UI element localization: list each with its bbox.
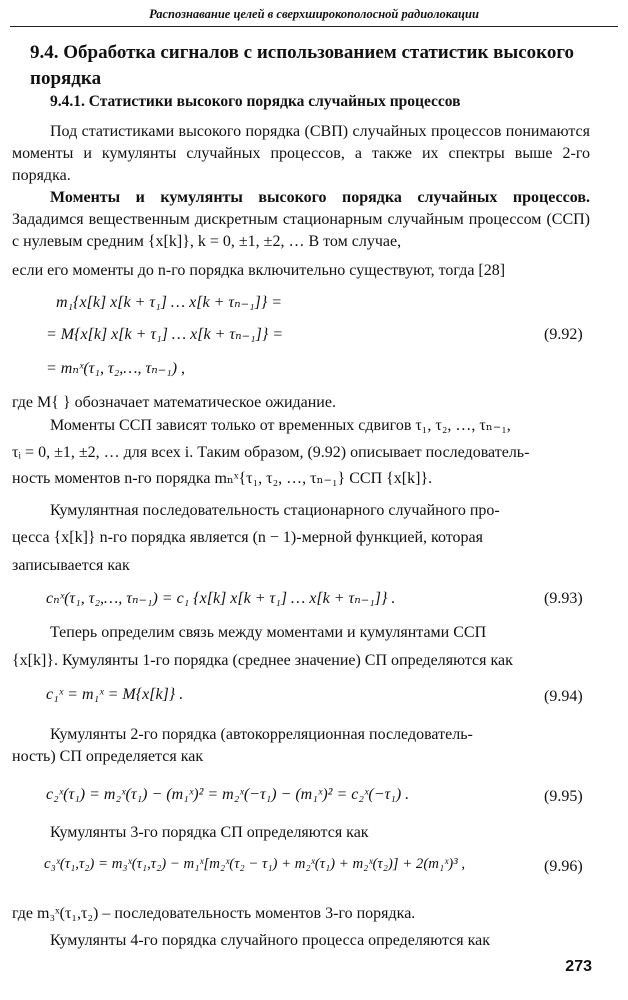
section-title: 9.4. Обработка сигналов с использованием статистик высокого порядка	[30, 42, 575, 89]
equation-body: c₂ˣ(τ₁) = m₂ˣ(τ₁) − (m₁ˣ)² = m₂ˣ(−τ₁) − (m₁ˣ)² = c₂ˣ(−τ₁) .	[46, 786, 410, 803]
equation-body: = M{x[k] x[k + τ₁] … x[k + τₙ₋₁]} =	[46, 326, 284, 343]
page-number: 273	[565, 958, 592, 975]
paragraph-text: Зададимся вещественным дискретным стационарным случайным процессом (ССП) с нулевым средним	[12, 211, 590, 250]
paragraph-cumulant-seq-1: Кумулянтная последовательность стационарного случайного про-	[50, 502, 500, 519]
equation-9-95	[0, 782, 628, 812]
paragraph-relation-2: {x[k]}. Кумулянты 1-го порядка (среднее значение) СП определяются как	[12, 652, 513, 669]
process-set: {x[k]}	[147, 233, 190, 250]
equation-9-92-line-3	[0, 354, 628, 384]
running-head: Распознавание целей в сверхширокополосной радиолокации	[10, 4, 618, 27]
paragraph-moments-shift-3: ность моментов n-го порядка mₙˣ{τ₁, τ₂, …, τₙ₋₁} ССП {x[k]}.	[12, 470, 433, 487]
equation-body: = mₙˣ(τ₁, τ₂,…, τₙ₋₁) ,	[46, 360, 186, 377]
paragraph-fourth-order: Кумулянты 4-го порядка случайного процесса определяются как	[50, 932, 490, 949]
equation-body: m₁{x[k] x[k + τ₁] … x[k + τₙ₋₁]} =	[56, 294, 283, 311]
paragraph-third-order-note: где m₃ˣ(τ₁,τ₂) – последовательность моментов 3-го порядка.	[12, 905, 416, 922]
equation-9-92-line-2	[0, 320, 628, 350]
equation-body: cₙˣ(τ₁, τ₂,…, τₙ₋₁) = c₁ {x[k] x[k + τ₁] … x[k + τₙ₋₁]} .	[46, 590, 396, 607]
paragraph-relation-1: Теперь определим связь между моментами и кумулянтами ССП	[50, 624, 487, 641]
paragraph-moments-shift-1: Моменты ССП зависят только от временных сдвигов τ₁, τ₂, …, τₙ₋₁,	[50, 417, 511, 434]
paragraph-third-order: Кумулянты 3-го порядка СП определяются как	[50, 824, 369, 841]
paragraph-moments-shift-2: τᵢ = 0, ±1, ±2, … для всех i. Таким образом, (9.92) описывает последователь-	[12, 444, 530, 461]
equation-number: (9.96)	[544, 858, 583, 875]
paragraph-run-in-heading: Моменты и кумулянты высокого порядка случайных процессов.	[50, 189, 590, 206]
subsection-title: 9.4.1. Статистики высокого порядка случайных процессов	[50, 93, 461, 110]
paragraph-second-order-1: Кумулянты 2-го порядка (автокорреляционная последователь-	[50, 726, 473, 743]
paragraph-expectation-note: где M{ } обозначает математическое ожидание.	[12, 394, 336, 411]
equation-9-96	[0, 852, 628, 882]
equation-9-92-line-1	[0, 288, 628, 318]
paragraph-moments-intro	[12, 187, 590, 253]
equation-number: (9.92)	[544, 326, 583, 343]
equation-9-93	[0, 584, 628, 614]
equation-number: (9.94)	[544, 688, 583, 705]
paragraph-text: , k = 0, ±1, ±2, … В том случае,	[189, 233, 402, 250]
paragraph-cumulant-seq-2: цесса {x[k]} n-го порядка является (n − 1)-мерной функцией, которая	[12, 529, 484, 546]
equation-body: c₁ˣ = m₁ˣ = M{x[k]} .	[46, 686, 184, 703]
paragraph-second-order-2: ность) СП определяется как	[12, 748, 204, 765]
paragraph-svp-definition: Под статистиками высокого порядка (СВП) случайных процессов понимаются моменты и кумулянты случайных процессов, а также их спектры выше 2-го порядка.	[12, 123, 590, 184]
equation-9-94	[0, 682, 628, 712]
equation-number: (9.95)	[544, 788, 583, 805]
equation-number: (9.93)	[544, 590, 583, 607]
paragraph-moments-condition: если его моменты до n-го порядка включительно существуют, тогда [28]	[12, 262, 506, 279]
equation-body: c₃ˣ(τ₁,τ₂) = m₃ˣ(τ₁,τ₂) − m₁ˣ[m₂ˣ(τ₂ − τ₁) + m₂ˣ(τ₁) + m₂ˣ(τ₂)] + 2(m₁ˣ)³ ,	[44, 856, 466, 872]
paragraph-cumulant-seq-3: записывается как	[12, 557, 130, 574]
